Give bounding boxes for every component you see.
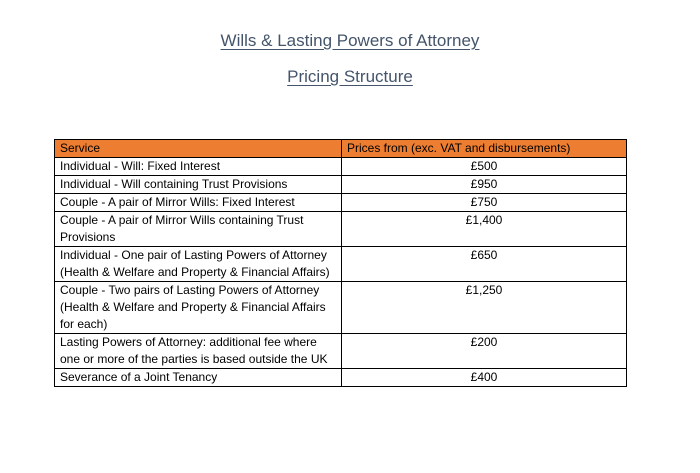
price-cell: £500 [342,158,627,176]
table-row [55,194,627,212]
table-row [55,158,627,176]
table-header-row [55,140,627,158]
price-cell: £200 [342,334,627,369]
document-title: Wills & Lasting Powers of Attorney [220,31,480,50]
table-row [55,369,627,387]
price-cell: £650 [342,247,627,282]
document-subtitle: Pricing Structure [287,67,413,86]
service-cell: Lasting Powers of Attorney: additional fee where one or more of the parties is based outside the UK [55,334,342,369]
service-cell: Couple - Two pairs of Lasting Powers of Attorney (Health & Welfare and Property & Financial Affairs for each) [55,282,342,334]
header-service: Service [55,140,342,158]
price-cell: £400 [342,369,627,387]
price-cell: £750 [342,194,627,212]
service-cell: Individual - Will containing Trust Provisions [55,176,342,194]
price-cell: £1,400 [342,212,627,247]
service-cell: Couple - A pair of Mirror Wills containing Trust Provisions [55,212,342,247]
table-row [55,176,627,194]
service-cell: Individual - Will: Fixed Interest [55,158,342,176]
pricing-table [54,139,627,387]
service-cell: Severance of a Joint Tenancy [55,369,342,387]
price-cell: £1,250 [342,282,627,334]
table-row [55,282,627,334]
service-cell: Couple - A pair of Mirror Wills: Fixed Interest [55,194,342,212]
table-row [55,334,627,369]
table-row [55,212,627,247]
header-price: Prices from (exc. VAT and disbursements) [342,140,627,158]
table-row [55,247,627,282]
service-cell: Individual - One pair of Lasting Powers of Attorney (Health & Welfare and Property & Financial Affairs) [55,247,342,282]
price-cell: £950 [342,176,627,194]
